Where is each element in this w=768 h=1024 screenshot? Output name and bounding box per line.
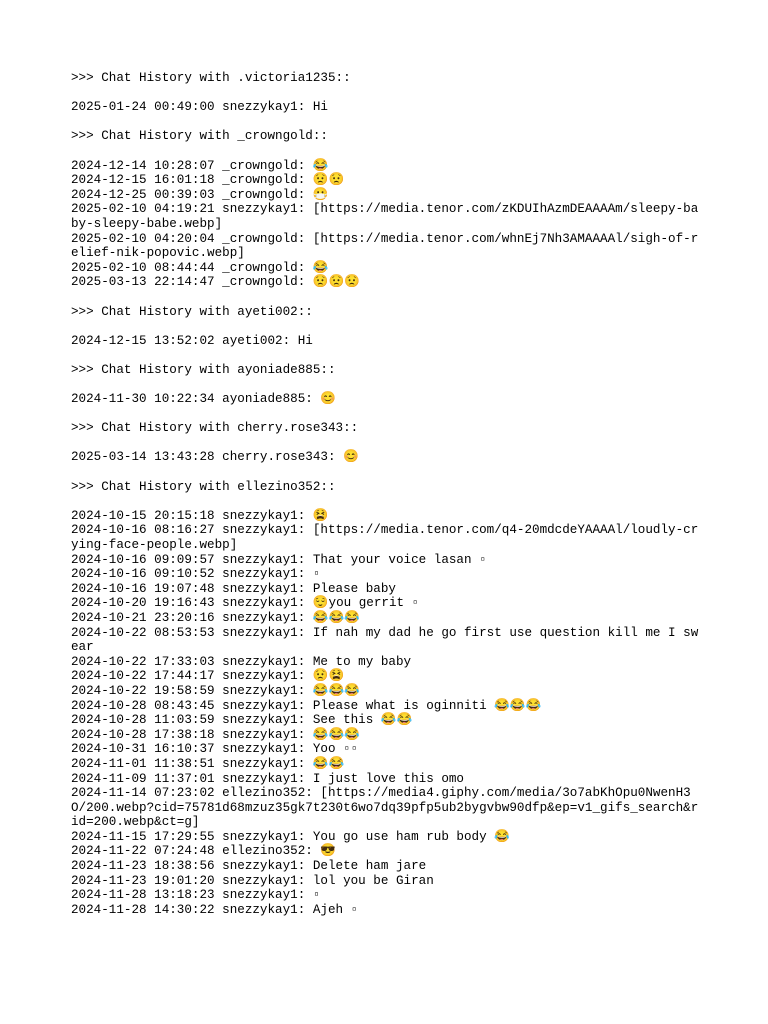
chat-message-line: 2024-11-22 07:24:48 ellezino352: 😎 — [71, 844, 337, 859]
chat-message-line: 2024-11-15 17:29:55 snezzykay1: You go use ham rub body 😂 — [71, 829, 510, 844]
chat-message-line: 2024-12-14 10:28:07 _crowngold: 😂 — [71, 158, 329, 173]
chat-message-line: 2024-10-16 09:09:57 snezzykay1: That your voice lasan ▫ — [71, 552, 487, 567]
chat-section-header: >>> Chat History with ellezino352:: — [71, 479, 336, 494]
chat-section — [71, 71, 699, 115]
chat-message-line: 2024-10-22 17:33:03 snezzykay1: Me to my baby — [71, 654, 412, 669]
chat-message-line: 2024-11-01 11:38:51 snezzykay1: 😂😂 — [71, 756, 345, 771]
chat-message-line: 2024-10-22 17:44:17 snezzykay1: 😟😫 — [71, 669, 345, 684]
chat-message-list — [71, 509, 699, 918]
chat-message-line: 2024-11-30 10:22:34 ayoniade885: 😊 — [71, 392, 337, 407]
chat-message-line: 2024-12-15 16:01:18 _crowngold: 😟😟 — [71, 173, 345, 188]
chat-message-line: 2025-01-24 00:49:00 snezzykay1: Hi — [71, 100, 328, 115]
chat-message-line: 2024-11-23 18:38:56 snezzykay1: Delete ham jare — [71, 859, 427, 874]
chat-history-document — [71, 71, 699, 932]
chat-message-line: 2024-10-22 08:53:53 snezzykay1: If nah my dad he go first use question kill me I swear — [71, 625, 699, 655]
chat-section-header: >>> Chat History with cherry.rose343:: — [71, 421, 359, 436]
chat-message-line: 2024-11-09 11:37:01 snezzykay1: I just love this omo — [71, 771, 464, 786]
chat-section — [71, 305, 699, 349]
chat-message-line: 2024-10-28 11:03:59 snezzykay1: See this 😂😂 — [71, 713, 413, 728]
chat-message-line: 2024-10-20 19:16:43 snezzykay1: 😌you gerrit ▫ — [71, 596, 420, 611]
chat-message-line: 2024-10-21 23:20:16 snezzykay1: 😂😂😂 — [71, 610, 360, 625]
chat-message-line: 2024-11-14 07:23:02 ellezino352: [https://media4.giphy.com/media/3o7abKhOpu0NwenH3O/200.webp?cid=75781d68mzuz35gk7t230t6wo7dq39pfp5ub2bygvbw90dfp&ep=v1_gifs_search&rid=200.webp&ct=g] — [71, 786, 699, 830]
chat-message-list — [71, 392, 699, 407]
chat-message-line: 2025-02-10 04:19:21 snezzykay1: [https://media.tenor.com/zKDUIhAzmDEAAAAm/sleepy-baby-sleepy-babe.webp] — [71, 202, 699, 231]
chat-message-line: 2024-10-28 17:38:18 snezzykay1: 😂😂😂 — [71, 727, 360, 742]
chat-message-line: 2025-03-14 13:43:28 cherry.rose343: 😊 — [71, 450, 359, 465]
chat-message-line: 2024-11-28 13:18:23 snezzykay1: ▫ — [71, 888, 321, 903]
chat-message-list — [71, 100, 699, 115]
chat-message-list — [71, 159, 699, 290]
chat-message-list — [71, 450, 699, 465]
chat-message-line: 2024-10-16 08:16:27 snezzykay1: [https://media.tenor.com/q4-20mdcdeYAAAAl/loudly-crying-face-people.webp] — [71, 523, 699, 552]
chat-message-line: 2024-10-15 20:15:18 snezzykay1: 😫 — [71, 508, 329, 523]
chat-section-header: >>> Chat History with ayoniade885:: — [71, 362, 336, 377]
chat-message-line: 2024-12-15 13:52:02 ayeti002: Hi — [71, 333, 313, 348]
chat-section — [71, 129, 699, 290]
chat-section — [71, 363, 699, 407]
chat-message-line: 2024-10-16 09:10:52 snezzykay1: ▫ — [71, 567, 321, 582]
chat-message-line: 2025-03-13 22:14:47 _crowngold: 😟😟😟 — [71, 275, 360, 290]
chat-message-line: 2024-10-28 08:43:45 snezzykay1: Please what is oginniti 😂😂😂 — [71, 698, 542, 713]
chat-section — [71, 421, 699, 465]
chat-message-line: 2024-10-22 19:58:59 snezzykay1: 😂😂😂 — [71, 683, 360, 698]
chat-section-header: >>> Chat History with .victoria1235:: — [71, 71, 351, 85]
chat-message-line: 2024-11-28 14:30:22 snezzykay1: Ajeh ▫ — [71, 902, 359, 917]
chat-section-header: >>> Chat History with ayeti002:: — [71, 304, 313, 319]
chat-message-line: 2025-02-10 04:20:04 _crowngold: [https://media.tenor.com/whnEj7Nh3AMAAAAl/sigh-of-relief-nik-popovic.webp] — [71, 231, 699, 261]
chat-message-line: 2024-12-25 00:39:03 _crowngold: 😷 — [71, 187, 329, 202]
chat-message-line: 2025-02-10 08:44:44 _crowngold: 😂 — [71, 260, 329, 275]
chat-section — [71, 480, 699, 918]
chat-message-line: 2024-10-31 16:10:37 snezzykay1: Yoo ▫▫ — [71, 742, 359, 757]
chat-message-line: 2024-10-16 19:07:48 snezzykay1: Please baby — [71, 581, 396, 596]
chat-message-line: 2024-11-23 19:01:20 snezzykay1: lol you be Giran — [71, 873, 434, 888]
chat-message-list — [71, 334, 699, 349]
chat-section-header: >>> Chat History with _crowngold:: — [71, 129, 328, 144]
